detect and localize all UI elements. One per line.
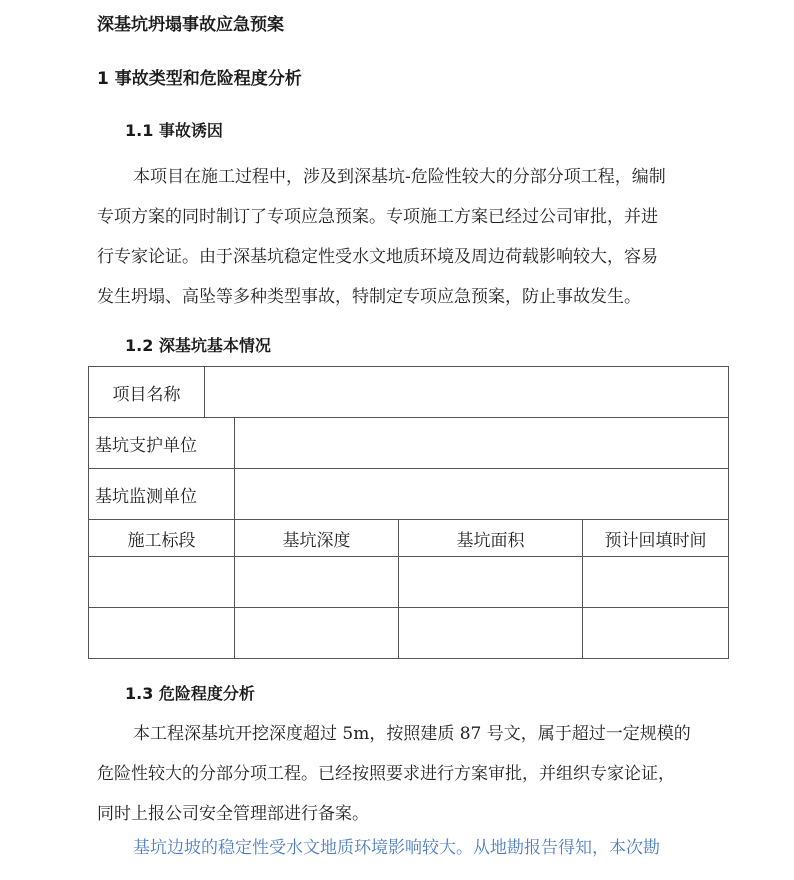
section-1-heading: 1 事故类型和危险程度分析 (97, 69, 302, 89)
support-unit-value (235, 418, 729, 469)
paragraph-line: 专项方案的同时制订了专项应急预案。专项施工方案已经过公司审批，并进 (97, 207, 658, 227)
column-header: 施工标段 (89, 520, 235, 557)
table-cell (89, 557, 235, 608)
table-cell (583, 557, 729, 608)
paragraph-line: 发生坍塌、高坠等多种类型事故，特制定专项应急预案，防止事故发生。 (97, 287, 641, 307)
project-name-label: 项目名称 (89, 367, 205, 418)
highlighted-paragraph (97, 828, 737, 868)
table-row (89, 469, 729, 520)
table-cell (235, 557, 399, 608)
paragraph-line: 本项目在施工过程中，涉及到深基坑-危险性较大的分部分项工程，编制 (133, 167, 666, 187)
foundation-pit-info-table (88, 366, 729, 659)
table-cell (399, 557, 583, 608)
table-header-row (89, 520, 729, 557)
section-1-3-heading: 1.3 危险程度分析 (125, 684, 255, 703)
section-1-2-heading: 1.2 深基坑基本情况 (125, 336, 271, 355)
table-row (89, 367, 729, 418)
section-1-3-paragraph (97, 714, 737, 834)
column-header: 预计回填时间 (583, 520, 729, 557)
table-cell (89, 608, 235, 659)
table-cell (235, 608, 399, 659)
table-row (89, 418, 729, 469)
section-1-1-heading: 1.1 事故诱因 (125, 121, 223, 140)
column-header: 基坑面积 (399, 520, 583, 557)
column-header: 基坑深度 (235, 520, 399, 557)
paragraph-line: 本工程深基坑开挖深度超过 5m，按照建质 87 号文，属于超过一定规模的 (133, 724, 691, 744)
table-cell (583, 608, 729, 659)
paragraph-line: 基坑边坡的稳定性受水文地质环境影响较大。从地勘报告得知，本次勘 (133, 838, 660, 858)
section-1-1-paragraph (97, 157, 737, 317)
paragraph-line: 危险性较大的分部分项工程。已经按照要求进行方案审批，并组织专家论证， (97, 764, 675, 784)
table-row (89, 608, 729, 659)
document-title: 深基坑坍塌事故应急预案 (97, 15, 284, 35)
project-name-value (205, 367, 729, 418)
paragraph-line: 同时上报公司安全管理部进行备案。 (97, 804, 369, 824)
monitor-unit-value (235, 469, 729, 520)
paragraph-line: 行专家论证。由于深基坑稳定性受水文地质环境及周边荷载影响较大，容易 (97, 247, 658, 267)
table-cell (399, 608, 583, 659)
monitor-unit-label: 基坑监测单位 (89, 469, 235, 520)
table-row (89, 557, 729, 608)
support-unit-label: 基坑支护单位 (89, 418, 235, 469)
